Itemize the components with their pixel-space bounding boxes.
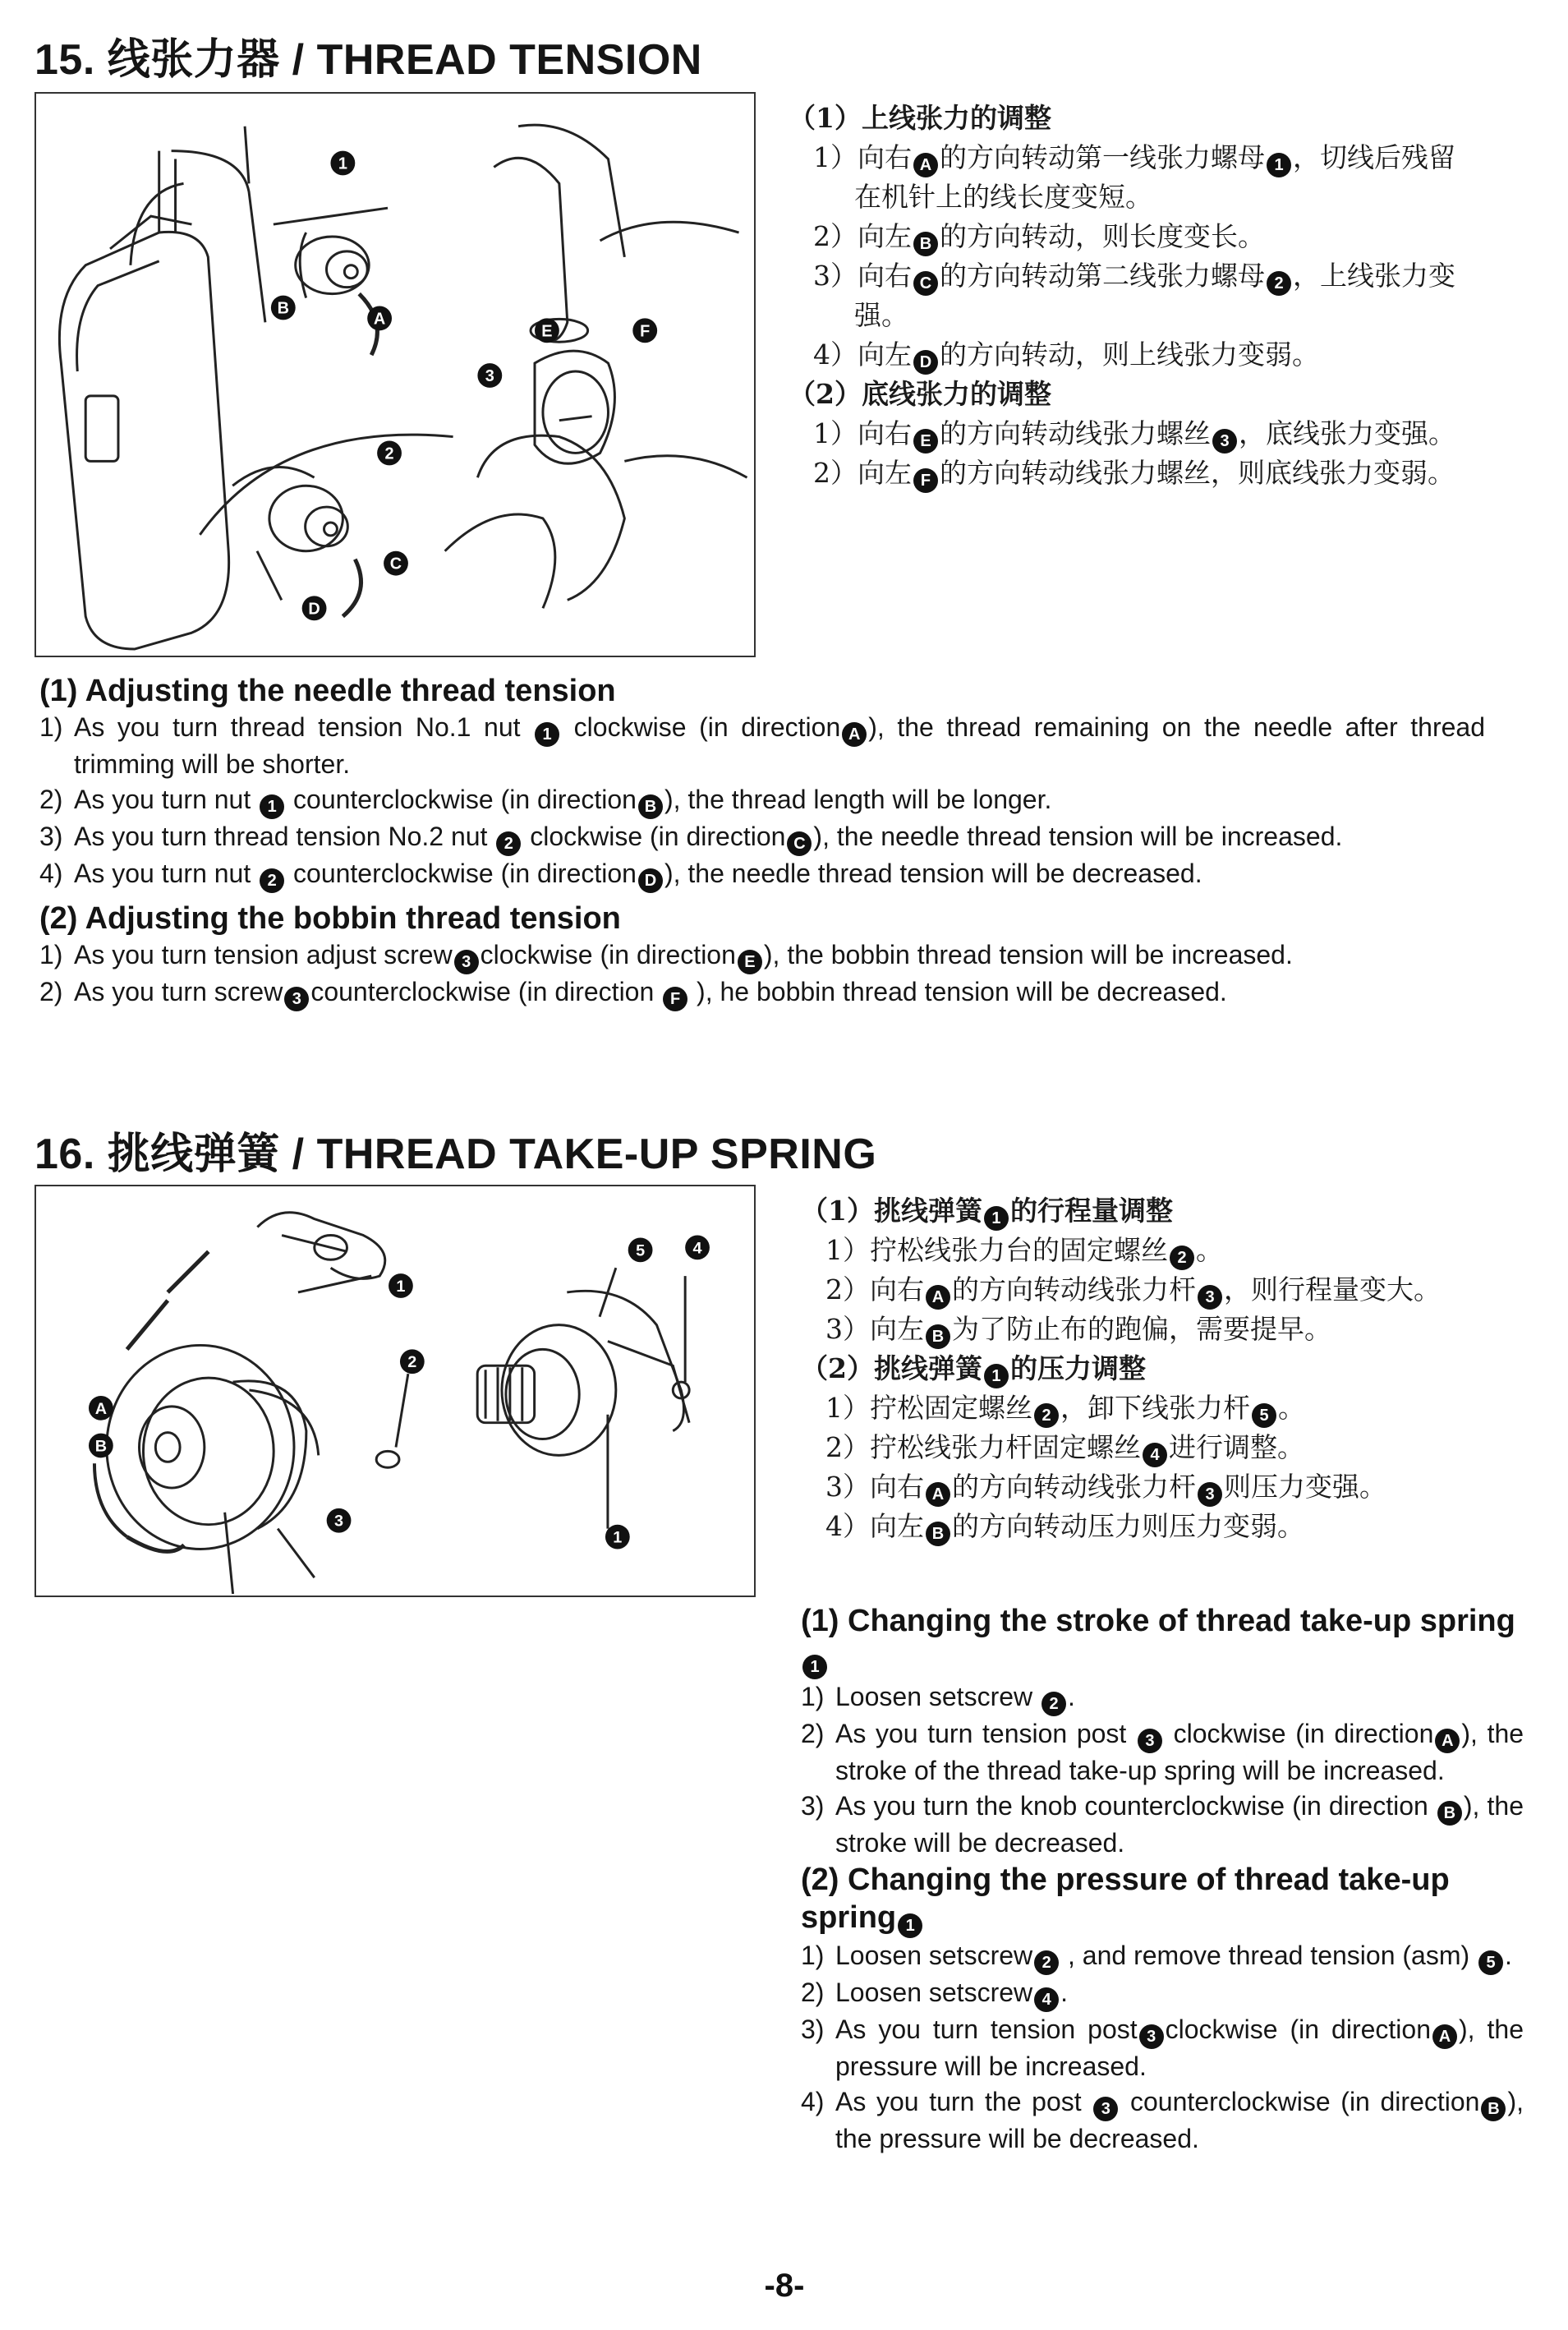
marker-1-icon: 1	[1267, 153, 1291, 177]
callout-c-icon	[384, 551, 408, 576]
cn-line: 1）向右 A 的方向转动第一线张力螺母 1 ，切线后残留	[789, 138, 1536, 177]
cn-line: 2）拧松线张力杆固定螺丝 4 进行调整。	[801, 1428, 1540, 1467]
marker-3-icon: 3	[1139, 2024, 1164, 2049]
svg-text:1: 1	[396, 1277, 406, 1296]
marker-1-icon: 1	[984, 1206, 1009, 1231]
marker-a-icon: A	[1435, 1729, 1460, 1753]
marker-c-icon: C	[913, 271, 938, 296]
callout-d-icon	[302, 596, 327, 620]
callout-2-icon	[377, 441, 402, 466]
list-item: 3) As you turn tension post 3 clockwise (in direction A ), the pressure will be increased.	[801, 2015, 1524, 2081]
marker-e-icon: E	[913, 429, 938, 454]
marker-3-icon: 3	[1138, 1729, 1162, 1753]
list-item: 1) As you turn thread tension No.1 nut 1 clockwise (in direction A ), the thread remaining on the needle after thread trimming will be shorter.	[39, 712, 1486, 779]
marker-b-icon: B	[1481, 2097, 1506, 2121]
svg-text:F: F	[640, 322, 651, 341]
svg-text:B: B	[277, 299, 289, 318]
marker-5-icon: 5	[1252, 1403, 1276, 1428]
marker-a-icon: A	[913, 153, 938, 177]
svg-text:3: 3	[334, 1512, 344, 1531]
marker-f-icon: F	[663, 987, 687, 1011]
section-15-title: 15. 线张力器 / THREAD TENSION	[34, 36, 702, 84]
marker-a-icon: A	[926, 1482, 950, 1507]
cn-line: 1）向右 E 的方向转动线张力螺丝 3 ，底线张力变强。	[789, 414, 1536, 454]
callout-3-icon	[327, 1508, 352, 1533]
svg-text:1: 1	[338, 154, 347, 173]
svg-text:D: D	[308, 600, 320, 619]
list-item: 4) As you turn the post 3 counterclockwise (in direction B ), the pressure will be decreased.	[801, 2087, 1524, 2153]
section-16-cn-text	[801, 1191, 1540, 1546]
marker-d-icon: D	[638, 868, 663, 893]
svg-text:A: A	[373, 310, 386, 329]
marker-2-icon: 2	[496, 831, 521, 856]
cn-line: 2）向左 F 的方向转动线张力螺丝，则底线张力变弱。	[789, 454, 1536, 493]
marker-2-icon: 2	[1267, 271, 1291, 296]
marker-b-icon: B	[913, 232, 938, 256]
callout-a-icon	[367, 306, 392, 330]
marker-a-icon: A	[842, 722, 867, 747]
list-item: 2) As you turn tension post 3 clockwise (in direction A ), the stroke of the thread take-up spring will be increased.	[801, 1719, 1524, 1785]
en-heading-pressure: (2) Changing the pressure of thread take-up spring 1	[801, 1861, 1524, 1938]
marker-4-icon: 4	[1143, 1443, 1167, 1467]
cn-heading-needle-tension: （1）上线张力的调整	[789, 102, 1051, 134]
cn-line: 3）向左 B 为了防止布的跑偏，需要提早。	[801, 1310, 1540, 1349]
callout-a-icon	[89, 1396, 113, 1421]
en-heading-stroke: (1) Changing the stroke of thread take-up spring1	[801, 1602, 1524, 1679]
marker-5-icon: 5	[1478, 1950, 1503, 1975]
cn-line: 强。	[854, 299, 908, 331]
marker-2-icon: 2	[1042, 1692, 1066, 1716]
thread-tension-figure	[34, 92, 756, 657]
callout-1-icon	[330, 151, 355, 176]
marker-1-icon: 1	[535, 722, 559, 747]
marker-1-icon: 1	[984, 1364, 1009, 1388]
list-item: 2) Loosen setscrew 4 .	[801, 1975, 1524, 2012]
marker-2-icon: 2	[1034, 1950, 1059, 1975]
cn-line: 在机针上的线长度变短。	[854, 181, 1152, 213]
take-up-spring-figure	[34, 1185, 756, 1597]
cn-heading-bobbin-tension: （2）底线张力的调整	[789, 378, 1051, 410]
section-15-en-text	[39, 672, 1485, 1011]
cn-line: 1）拧松固定螺丝 2 ，卸下线张力杆 5 。	[801, 1388, 1540, 1428]
thread-tension-illustration	[36, 94, 754, 656]
list-item: 2) As you turn screw 3 counterclockwise (in direction F ), he bobbin thread tension will be decreased.	[39, 974, 1485, 1011]
list-item: 1) As you turn tension adjust screw 3 clockwise (in direction E ), the bobbin thread tension will be increased.	[39, 937, 1485, 974]
svg-text:4: 4	[692, 1239, 702, 1258]
marker-3-icon: 3	[284, 987, 309, 1011]
list-item: 4) As you turn nut 2 counterclockwise (in direction D ), the needle thread tension will be decreased.	[39, 856, 1485, 893]
list-item: 2) As you turn nut 1 counterclockwise (in direction B ), the thread length will be longer.	[39, 782, 1485, 819]
callout-b-icon	[89, 1434, 113, 1458]
svg-text:B: B	[94, 1437, 108, 1456]
list-item: 3) As you turn the knob counterclockwise (in direction B ), the stroke will be decreased.	[801, 1791, 1524, 1858]
svg-text:E: E	[541, 322, 553, 341]
marker-1-icon: 1	[898, 1913, 922, 1938]
marker-2-icon: 2	[1034, 1403, 1059, 1428]
svg-text:2: 2	[407, 1353, 417, 1372]
cn-line: 2）向右 A 的方向转动线张力杆 3 ，则行程量变大。	[801, 1270, 1540, 1310]
marker-1-icon: 1	[260, 794, 284, 819]
callout-e-icon	[535, 318, 559, 343]
marker-2-icon: 2	[1170, 1246, 1194, 1270]
svg-text:2: 2	[384, 444, 394, 463]
marker-d-icon: D	[913, 350, 938, 375]
section-16-title: 16. 挑线弹簧 / THREAD TAKE-UP SPRING	[34, 1130, 877, 1178]
page-number: -8-	[764, 2268, 805, 2304]
callout-2-icon	[400, 1349, 425, 1374]
cn-line: 3）向右 C 的方向转动第二线张力螺母 2 ，上线张力变	[789, 256, 1536, 296]
marker-e-icon: E	[738, 950, 762, 974]
marker-b-icon: B	[1437, 1801, 1462, 1826]
marker-b-icon: B	[638, 794, 663, 819]
marker-c-icon: C	[787, 831, 812, 856]
cn-line: 1）拧松线张力台的固定螺丝 2 。	[801, 1231, 1540, 1270]
marker-a-icon: A	[926, 1285, 950, 1310]
callout-1-icon	[389, 1273, 413, 1298]
marker-b-icon: B	[926, 1324, 950, 1349]
marker-4-icon: 4	[1034, 1987, 1059, 2012]
take-up-spring-illustration	[36, 1186, 754, 1596]
en-heading-bobbin-tension: (2) Adjusting the bobbin thread tension	[39, 901, 621, 936]
marker-3-icon: 3	[1212, 429, 1237, 454]
section-15-cn-text	[789, 99, 1536, 493]
svg-text:5: 5	[636, 1241, 646, 1260]
svg-text:A: A	[94, 1399, 108, 1418]
svg-text:3: 3	[485, 366, 494, 385]
marker-b-icon: B	[926, 1522, 950, 1546]
marker-a-icon: A	[1432, 2024, 1457, 2049]
marker-2-icon: 2	[260, 868, 284, 893]
list-item: 1) Loosen setscrew 2 , and remove thread tension (asm) 5 .	[801, 1938, 1524, 1975]
marker-1-icon: 1	[802, 1655, 827, 1679]
marker-3-icon: 3	[1198, 1285, 1222, 1310]
cn-heading-pressure: （2）挑线弹簧 1 的压力调整	[801, 1349, 1540, 1388]
callout-5-icon	[628, 1237, 653, 1262]
callout-f-icon	[632, 318, 657, 343]
callout-b-icon	[271, 296, 296, 320]
svg-text:C: C	[389, 555, 402, 573]
cn-line: 4）向左 D 的方向转动，则上线张力变弱。	[789, 335, 1536, 375]
list-item: 3) As you turn thread tension No.2 nut 2 clockwise (in direction C ), the needle thread tension will be increased.	[39, 819, 1485, 856]
cn-heading-stroke: （1）挑线弹簧 1 的行程量调整	[801, 1191, 1540, 1231]
cn-line: 2）向左 B 的方向转动，则长度变长。	[789, 217, 1536, 256]
en-heading-needle-tension: (1) Adjusting the needle thread tension	[39, 674, 616, 708]
cn-line: 3）向右 A 的方向转动线张力杆 3 则压力变强。	[801, 1467, 1540, 1507]
callout-3-icon	[477, 363, 502, 388]
marker-3-icon: 3	[1093, 2097, 1118, 2121]
callout-1b-icon	[605, 1525, 630, 1549]
callout-4-icon	[685, 1236, 710, 1260]
section-16-en-text	[801, 1602, 1524, 2157]
list-item: 1) Loosen setscrew 2 .	[801, 1679, 1524, 1716]
svg-text:1: 1	[613, 1528, 623, 1547]
marker-f-icon: F	[913, 468, 938, 493]
marker-3-icon: 3	[1198, 1482, 1222, 1507]
cn-line: 4）向左 B 的方向转动压力则压力变弱。	[801, 1507, 1540, 1546]
marker-3-icon: 3	[454, 950, 479, 974]
